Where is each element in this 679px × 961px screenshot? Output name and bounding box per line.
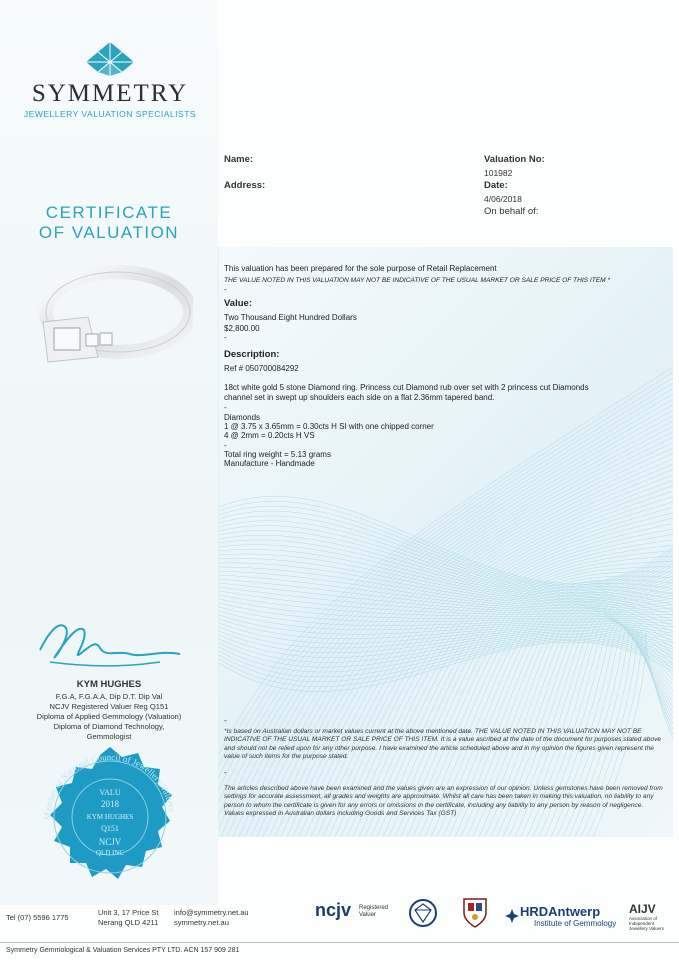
brand-tagline: JEWELLERY VALUATION SPECIALISTS <box>23 109 197 119</box>
ncjv-logo-text: ncjv <box>315 900 352 920</box>
diamond-spec: 1 @ 3.75 x 3.65mm = 0.30cts H SI with one chipped corner <box>224 422 434 431</box>
certificate-title-line1: CERTIFICATE <box>45 203 173 222</box>
seal-text: Q151 <box>101 824 119 833</box>
value-amount: $2,800.00 <box>224 324 260 333</box>
aijv-logo-text: AIJV <box>629 902 656 916</box>
signer-credential: F.G.A, F.G.A.A, Dip D.T. Dip Val <box>55 692 163 701</box>
signer-credential: Diploma of Diamond Technology, <box>53 722 165 731</box>
footer-email: info@symmetry.net.au <box>174 908 249 917</box>
description-line: 18ct white gold 5 stone Diamond ring. Princess cut Diamond rub over set with 2 princess cut Diamonds <box>224 383 589 392</box>
gem-a-crest-icon <box>458 893 492 929</box>
signer-credentials <box>0 692 218 742</box>
footer-phone: Tel (07) 5596 1775 <box>6 913 69 922</box>
name-label: Name: <box>224 154 254 165</box>
guilloche-line <box>219 540 673 597</box>
separator-dash: - <box>224 716 227 725</box>
ncjv-logo-sub: Registered Valuer <box>359 905 389 918</box>
purpose-text: This valuation has been prepared for the sole purpose of Retail Replacement <box>224 264 497 273</box>
description-line: channel set in swept up shoulders each side on a flat 2.36mm tapered band. <box>224 393 495 402</box>
guilloche-line <box>219 511 673 588</box>
company-registration: Symmetry Gemmological & Valuation Services PTY LTD. ACN 157 909 281 <box>6 947 240 954</box>
guilloche-line <box>221 405 673 837</box>
seal-ring-text: Member of National Council of Jewellery Valuers <box>41 751 178 821</box>
ncjv-logo <box>315 900 389 921</box>
hrd-antwerp-logo <box>520 904 616 928</box>
sidebar <box>0 0 218 905</box>
brand-name: SYMMETRY <box>31 80 189 107</box>
diamond-logo-icon <box>78 40 142 76</box>
seal-text: 2018 <box>101 799 119 809</box>
separator-dash: - <box>224 403 227 412</box>
certificate-title <box>0 203 218 243</box>
footer-website: symmetry.net.au <box>174 918 229 927</box>
seal-text: NCJV <box>98 837 122 847</box>
footer-address-line: Nerang QLD 4211 <box>98 918 159 927</box>
ncjv-seal <box>30 745 190 895</box>
ring-photo <box>28 262 193 382</box>
signer-credential: Gemmologist <box>86 732 132 741</box>
valuation-no: 101982 <box>484 168 513 178</box>
signature <box>30 610 190 675</box>
hrd-logo-text: HRDAntwerp <box>520 904 601 919</box>
signer-name: KYM HUGHES <box>76 679 142 690</box>
aijv-logo-sub: Association of Independent Jewellery Valuers <box>629 916 664 931</box>
guilloche-line <box>219 516 673 590</box>
aijv-logo <box>629 902 669 931</box>
ring-weight: Total ring weight = 5.13 grams <box>224 450 331 459</box>
separator-dash: - <box>224 333 227 342</box>
manufacture: Manufacture - Handmade <box>224 459 315 468</box>
footer-address <box>98 908 158 928</box>
seal-text: QLD INC <box>95 849 125 857</box>
gemmology-emblem-icon <box>408 898 438 928</box>
notice-text: THE VALUE NOTED IN THIS VALUATION MAY NOT BE INDICATIVE OF THE USUAL MARKET OR SALE PRICE OF THIS ITEM * <box>224 277 611 284</box>
guilloche-line <box>299 475 673 837</box>
date-label: Date: <box>484 180 508 191</box>
diamond-spec: 4 @ 2mm = 0.20cts H VS <box>224 431 315 440</box>
footer-web <box>174 908 249 928</box>
ref-number: Ref # 050700084292 <box>224 364 299 373</box>
separator-dash: - <box>224 768 227 777</box>
value-heading: Value: <box>224 298 252 309</box>
seal-text: KYM HUGHES <box>86 813 134 821</box>
footer-address-line: Unit 3, 17 Price St <box>98 908 159 917</box>
diamonds-heading: Diamonds <box>224 413 261 422</box>
separator-dash: - <box>224 441 227 450</box>
guilloche-line <box>269 448 673 837</box>
company-footer <box>0 942 679 961</box>
on-behalf-label: On behalf of: <box>484 206 539 217</box>
address-label: Address: <box>224 180 266 191</box>
value-words: Two Thousand Eight Hundred Dollars <box>224 313 357 322</box>
guilloche-line <box>219 571 673 607</box>
seal-text: VALU <box>99 788 121 797</box>
logo <box>20 40 200 119</box>
footnote-disclaimer: The articles described above have been examined and the values given are an expression of our opinion. Unless gemstones have been removed from settings for accurate assessment, all grades and weights are approximate. Whilst all care has been taken in making this valuation, no liability to any person to whom the certificate is given for any errors or omissions in the certificate, including any liability to any person by reason of negligence. Values expressed in Australian dollars including Goods and Services Tax (GST) <box>224 785 663 818</box>
date-value: 4/06/2018 <box>484 194 522 204</box>
valuation-no-label: Valuation No: <box>484 154 545 165</box>
description-heading: Description: <box>224 349 280 360</box>
hrd-logo-sub: Institute of Gemmology <box>534 919 617 928</box>
signer-credential: NCJV Registered Valuer Reg Q151 <box>49 702 169 711</box>
footnote-valuation-basis: *Is based on Australian dollars or market values current at the above mentioned date. THE VALUE NOTED IN THIS VALUATION MAY NOT BE INDICATIVE OF THE USUAL MARKET OR SALE PRICE OF THIS ITEM. It is a value ascribed at the date of the document for purposes stated above and should not be relied upon for any other purpose. I have examined the article scheduled above and in my opinion the figures given represent the value of such items for the purpose stated. <box>224 728 662 761</box>
hrd-star-icon <box>505 909 519 923</box>
separator-dash: - <box>224 285 227 294</box>
signer-credential: Diploma of Applied Gemmology (Valuation) <box>36 712 182 721</box>
guilloche-line <box>219 636 673 672</box>
certificate-title-line2: OF VALUATION <box>38 223 180 242</box>
